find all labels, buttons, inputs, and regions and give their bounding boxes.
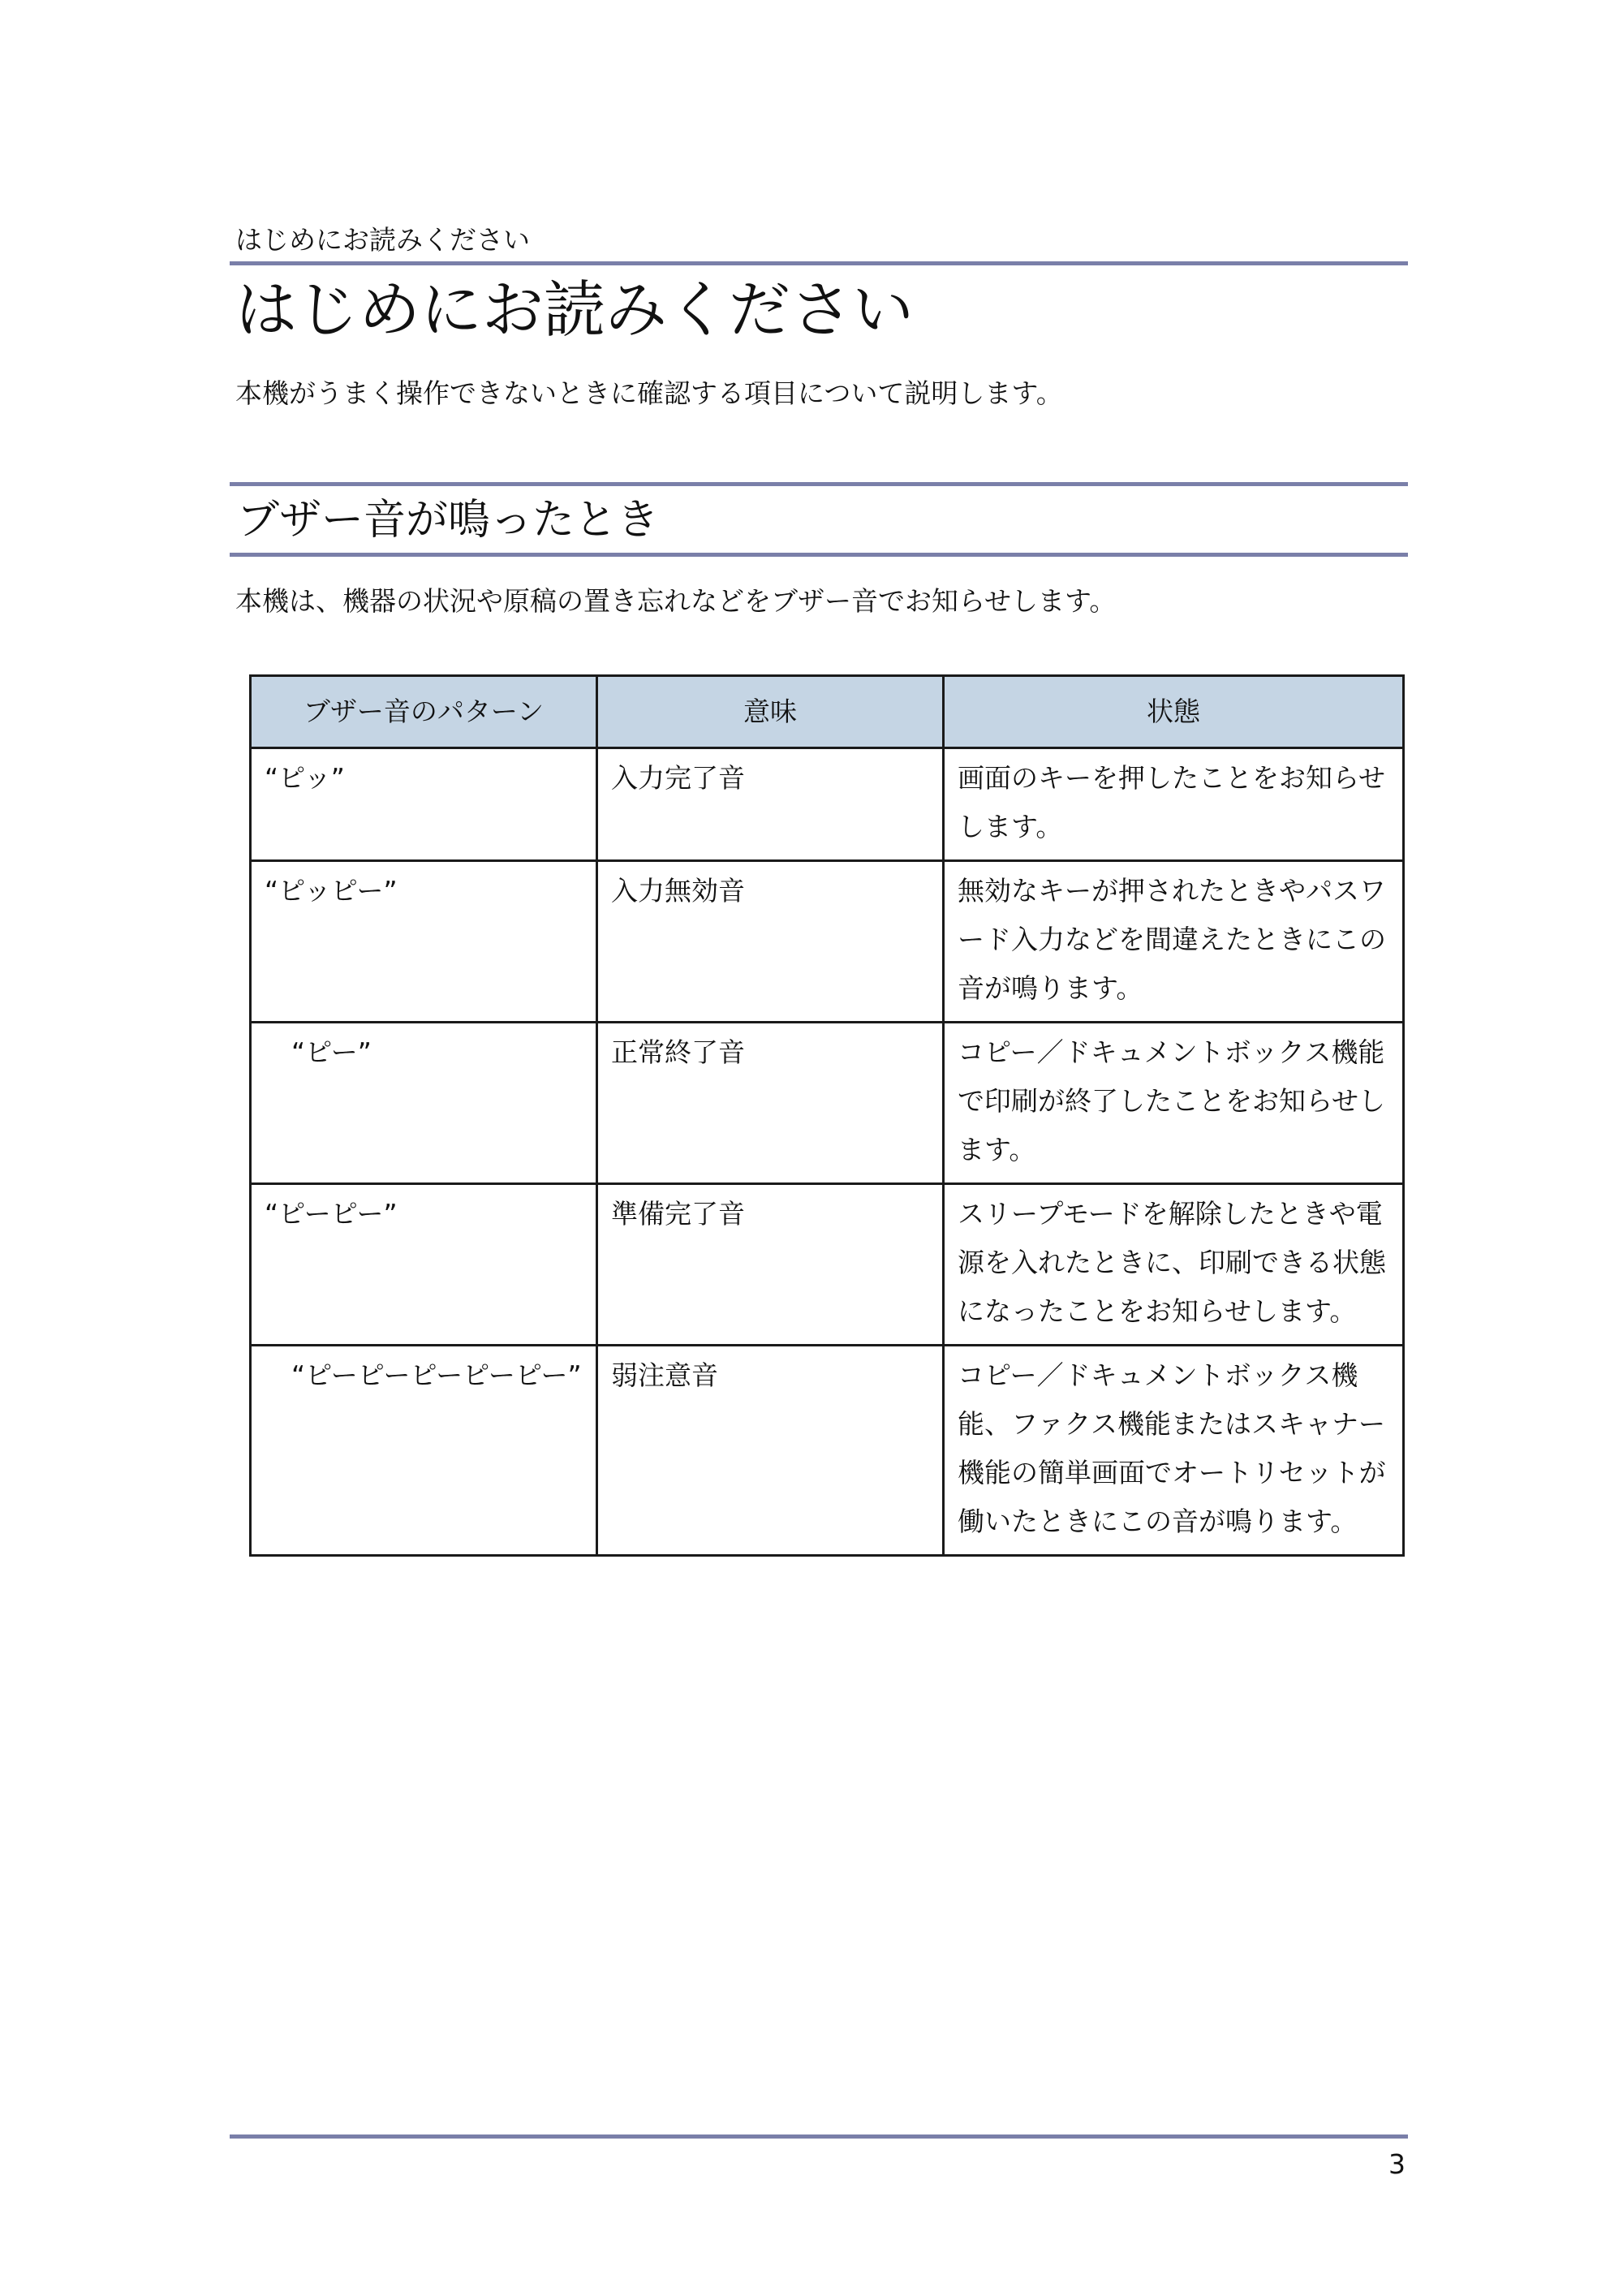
cell-pattern: “ピーピーピーピーピー” [251, 1346, 597, 1556]
footer-rule [230, 2134, 1408, 2139]
intro-text: 本機がうまく操作できないときに確認する項目について説明します。 [235, 377, 1063, 409]
header-state: 状態 [944, 676, 1404, 748]
buzzer-table [249, 674, 1405, 1557]
table-row [251, 1023, 1404, 1184]
page-number: 3 [1388, 2148, 1406, 2180]
table-row [251, 748, 1404, 861]
section-text: 本機は、機器の状況や原稿の置き忘れなどをブザー音でお知らせします。 [235, 585, 1117, 617]
cell-pattern: “ピー” [251, 1023, 597, 1184]
cell-state: コピー／ドキュメントボックス機能で印刷が終了したことをお知らせします。 [944, 1023, 1404, 1184]
header-meaning: 意味 [597, 676, 944, 748]
cell-meaning: 入力完了音 [597, 748, 944, 861]
header-rule [230, 261, 1408, 265]
cell-pattern: “ピッ” [251, 748, 597, 861]
cell-state: 画面のキーを押したことをお知らせします。 [944, 748, 1404, 861]
cell-meaning: 入力無効音 [597, 861, 944, 1023]
cell-meaning: 正常終了音 [597, 1023, 944, 1184]
cell-state: コピー／ドキュメントボックス機能、ファクス機能またはスキャナー機能の簡単画面でオートリセットが働いたときにこの音が鳴ります。 [944, 1346, 1404, 1556]
table-row [251, 861, 1404, 1023]
table-row [251, 1346, 1404, 1556]
cell-pattern: “ピーピー” [251, 1184, 597, 1346]
header-pattern: ブザー音のパターン [251, 676, 597, 748]
table-header-row [251, 676, 1404, 748]
cell-meaning: 準備完了音 [597, 1184, 944, 1346]
section-bottom-rule [230, 553, 1408, 557]
cell-state: スリープモードを解除したときや電源を入れたときに、印刷できる状態になったことをお知らせします。 [944, 1184, 1404, 1346]
section-top-rule [230, 482, 1408, 486]
cell-meaning: 弱注意音 [597, 1346, 944, 1556]
cell-pattern: “ピッピー” [251, 861, 597, 1023]
section-title: ブザー音が鳴ったとき [237, 496, 660, 545]
running-header: はじめにお読みください [235, 224, 530, 256]
cell-state: 無効なキーが押されたときやパスワード入力などを間違えたときにこの音が鳴ります。 [944, 861, 1404, 1023]
table-row [251, 1184, 1404, 1346]
page-title: はじめにお読みください [235, 274, 914, 346]
